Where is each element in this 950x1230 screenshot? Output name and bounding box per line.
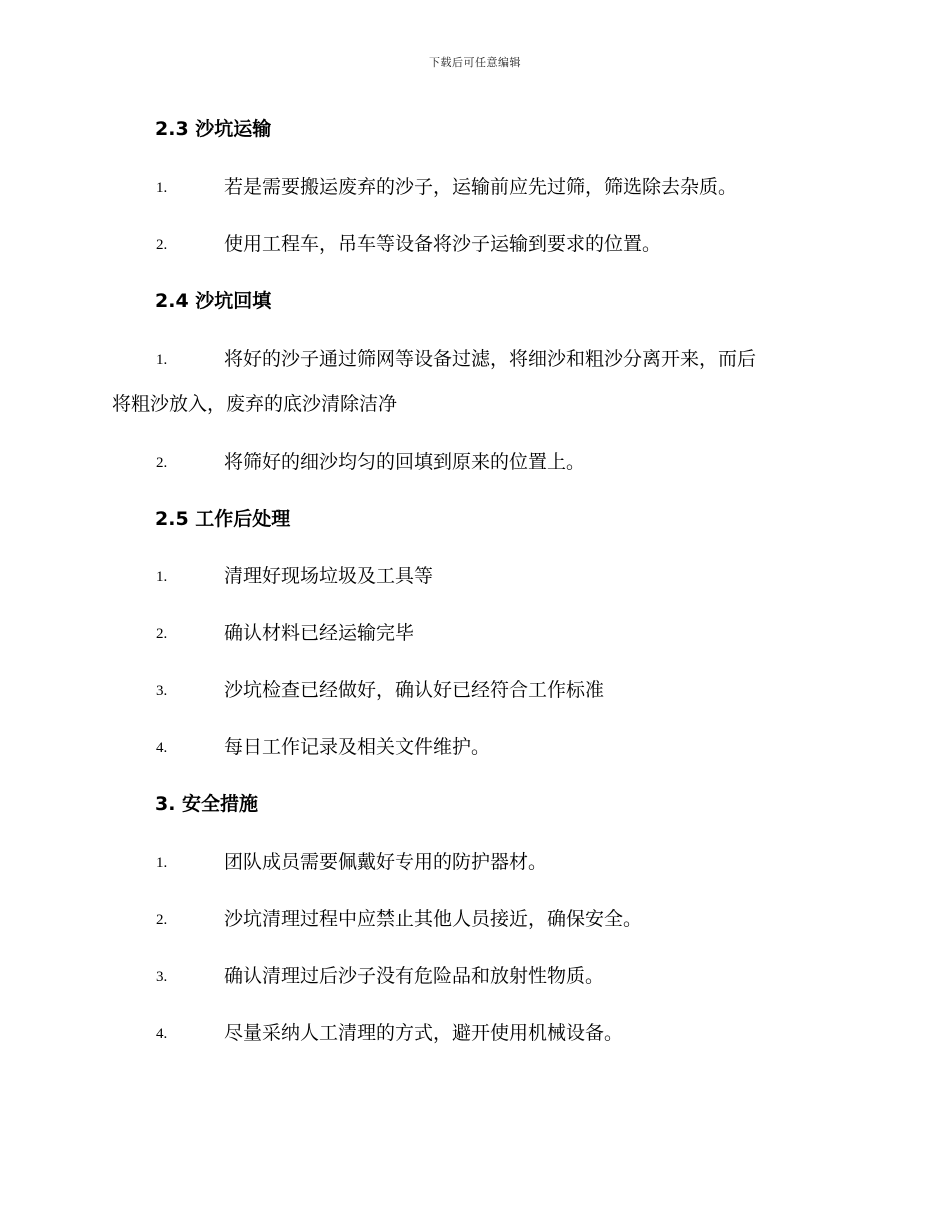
- list-number: 2.: [156, 237, 168, 253]
- list-item: [0, 564, 950, 588]
- list-item: [0, 347, 950, 371]
- list-text: 确认材料已经运输完毕: [224, 622, 415, 644]
- section-heading-2-3: 2.3 沙坑运输: [155, 118, 272, 140]
- list-text: 沙坑清理过程中应禁止其他人员接近，确保安全。: [224, 908, 643, 930]
- list-text: 将好的沙子通过筛网等设备过滤，将细沙和粗沙分离开来，而后: [224, 348, 757, 370]
- page-header: 下载后可任意编辑: [429, 56, 521, 69]
- list-number: 1.: [156, 352, 168, 368]
- list-item: [0, 907, 950, 931]
- list-item: [0, 1021, 950, 1045]
- list-number: 1.: [156, 180, 168, 196]
- list-text: 清理好现场垃圾及工具等: [224, 565, 434, 587]
- list-number: 4.: [156, 740, 168, 756]
- list-number: 1.: [156, 569, 168, 585]
- list-number: 2.: [156, 455, 168, 471]
- list-number: 4.: [156, 1026, 168, 1042]
- section-heading-3: 3. 安全措施: [155, 793, 259, 815]
- list-text: 使用工程车，吊车等设备将沙子运输到要求的位置。: [224, 233, 662, 255]
- list-text: 沙坑检查已经做好，确认好已经符合工作标准: [224, 679, 605, 701]
- list-number: 2.: [156, 626, 168, 642]
- list-item: [0, 232, 950, 256]
- list-item: [0, 621, 950, 645]
- list-text: 团队成员需要佩戴好专用的防护器材。: [224, 851, 548, 873]
- list-number: 3.: [156, 683, 168, 699]
- section-heading-2-4: 2.4 沙坑回填: [155, 290, 272, 312]
- list-item: [0, 450, 950, 474]
- list-number: 1.: [156, 855, 168, 871]
- list-item: [0, 678, 950, 702]
- list-text: 尽量采纳人工清理的方式，避开使用机械设备。: [224, 1022, 624, 1044]
- list-item: [0, 850, 950, 874]
- list-text: 每日工作记录及相关文件维护。: [224, 736, 491, 758]
- list-number: 3.: [156, 969, 168, 985]
- list-text: 确认清理过后沙子没有危险品和放射性物质。: [224, 965, 605, 987]
- list-text: 若是需要搬运废弃的沙子，运输前应先过筛，筛选除去杂质。: [224, 176, 738, 198]
- list-number: 2.: [156, 912, 168, 928]
- list-text-continuation: 将粗沙放入，废弃的底沙清除洁净: [112, 393, 398, 415]
- list-text: 将筛好的细沙均匀的回填到原来的位置上。: [224, 451, 586, 473]
- section-heading-2-5: 2.5 工作后处理: [155, 508, 291, 530]
- list-item: [0, 735, 950, 759]
- list-item: [0, 964, 950, 988]
- list-item: [0, 175, 950, 199]
